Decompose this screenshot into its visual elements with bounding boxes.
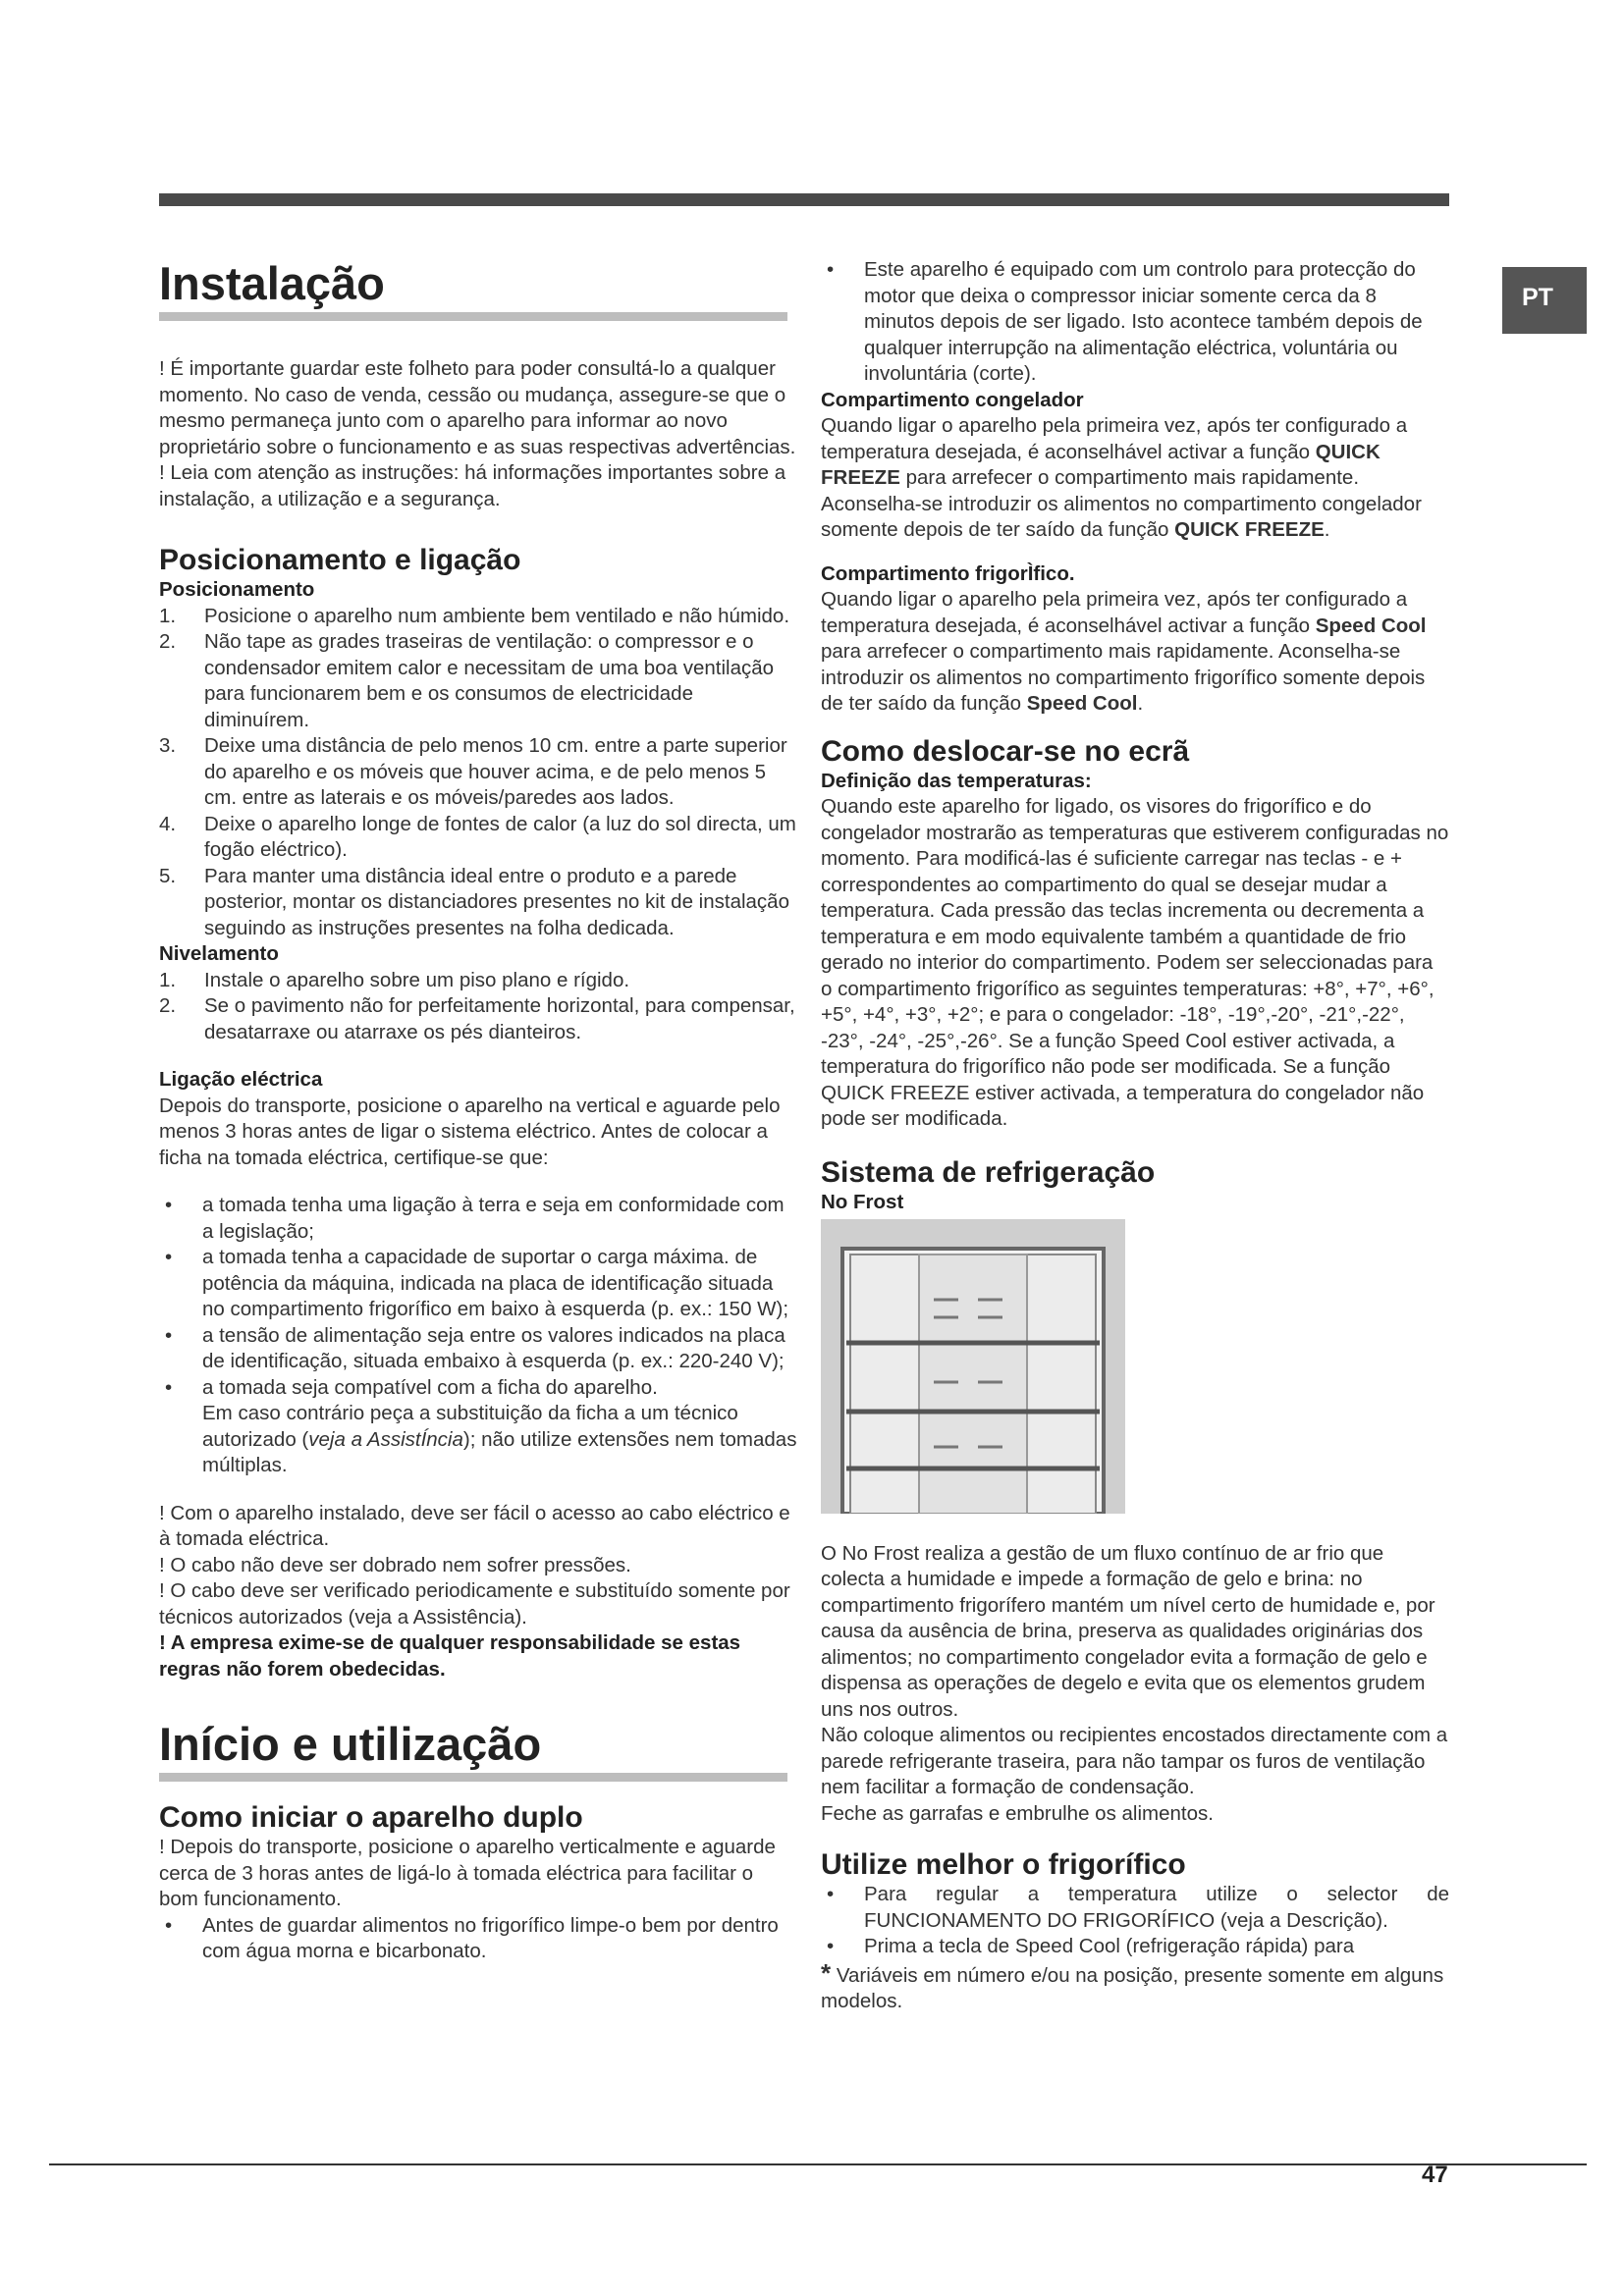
fridge-interior-illustration: [821, 1219, 1125, 1514]
heading-como-iniciar: Como iniciar o aparelho duplo: [159, 1801, 583, 1834]
list-item: • Prima a tecla de Speed Cool (refrigeração rápida) para: [827, 1935, 1355, 1957]
warning-2: ! O cabo não deve ser dobrado nem sofrer pressões.: [159, 1553, 631, 1576]
header-rule: [159, 193, 1449, 206]
subheading-definicao-temperaturas: Definição das temperaturas:: [821, 769, 1092, 792]
assistencia-reference: veja a AssistÍncia: [308, 1427, 463, 1451]
list-item: • a tomada seja compatível com a ficha do aparelho.: [165, 1375, 658, 1399]
ligacao-paragraph: Depois do transporte, posicione o aparelho na vertical e aguarde pelo menos 3 horas antes de ligar o sistema eléctrico. Antes de colocar a ficha na tomada eléctrica, certifique-se que:: [159, 1094, 781, 1169]
language-tab: PT: [1502, 267, 1587, 334]
air-channel: [919, 1255, 1027, 1514]
heading-posicionamento-ligacao: Posicionamento e ligação: [159, 544, 521, 576]
nofrost-paragraph-2: Não coloque alimentos ou recipientes encostados directamente com a parede refrigerante traseira, para não tampar os furos de ventilação nem facilitar a formação de condensação.: [821, 1724, 1448, 1798]
heading-sistema-refrigeracao: Sistema de refrigeração: [821, 1155, 1156, 1189]
ligacao-checklist: [159, 1193, 797, 1479]
posicionamento-list: [159, 604, 797, 942]
subheading-compartimento-frigorifico: Compartimento frigorÌfico.: [821, 561, 1075, 585]
warning-3: ! O cabo deve ser verificado periodicamente e substituído somente por técnicos autorizados (veja a Assistência).: [159, 1579, 790, 1629]
nivelamento-list: [159, 968, 797, 1046]
list-item: • Para regular a temperatura utilize o selector de FUNCIONAMENTO DO FRIGORÍFICO (veja a Descrição).: [827, 1883, 1449, 1932]
subheading-posicionamento: Posicionamento: [159, 578, 315, 601]
nofrost-paragraph-3: Feche as garrafas e embrulhe os alimentos.: [821, 1801, 1214, 1825]
warning-4: ! A empresa exime-se de qualquer responsabilidade se estas regras não forem obedecidas.: [159, 1631, 741, 1681]
list-item: • a tensão de alimentação seja entre os valores indicados na placa de identificação, situada embaixo à esquerda (p. ex.: 220-240 V);: [165, 1323, 785, 1372]
subheading-no-frost: No Frost: [821, 1190, 904, 1213]
subheading-nivelamento: Nivelamento: [159, 942, 279, 965]
list-item: 2. Não tape as grades traseiras de ventilação: o compressor e o condensador emitem calor e necessitam de uma boa ventilação para funcionarem bem e os consumos de electricidade diminuírem.: [159, 630, 775, 731]
heading-como-deslocar: Como deslocar-se no ecrã: [821, 734, 1190, 768]
heading-utilize-melhor: Utilize melhor o frigorífico: [821, 1848, 1186, 1881]
inicio-paragraph: ! Depois do transporte, posicione o aparelho verticalmente e aguarde cerca de 3 horas antes de ligá-lo à tomada eléctrica para facilitar o bom funcionamento.: [159, 1836, 776, 1910]
list-item: 1. Instale o aparelho sobre um piso plano e rígido.: [159, 968, 630, 991]
footnote: * Variáveis em número e/ou na posição, presente somente em alguns modelos.: [821, 1957, 1444, 2012]
definicao-paragraph: Quando este aparelho for ligado, os visores do frigorífico e do congelador mostrarão as temperaturas que estiverem configuradas no momento. Para modificá-las é suficiente carregar nas teclas - e + correspondentes ao compartimento do qual se desejar mudar a temperatura. Cada pressão das teclas incrementa ou decrementa a temperatura e em modo equivalente também a quantidade de frio gerado no interior do compartimento. Podem ser seleccionadas para o compartimento frigorífico as seguintes temperaturas: +8°, +7°, +6°, +5°, +4°, +3°, +2°; e para o congelador: -18°, -19°,-20°, -21°,-22°, -23°, -24°, -25°,-26°. Se a função Speed Cool estiver activada, a temperatura do frigorífico não pode ser modificada. Se a função QUICK FREEZE estiver activada, a temperatura do congelador não pode ser modificada.: [821, 795, 1449, 1130]
list-item: 5. Para manter uma distância ideal entre o produto e a parede posterior, montar os distanciadores presentes no kit de instalação seguindo as instruções presentes na folha dedicada.: [159, 864, 789, 939]
congelador-paragraph: Quando ligar o aparelho pela primeira vez, após ter configurado a temperatura desejada, é aconselhável activar a função QUICK FREEZE para arrefecer o compartimento mais rapidamente. Aconselha-se introduzir os alimentos no compartimento congelador somente depois de ter saído da função QUICK FREEZE.: [821, 414, 1422, 541]
list-item: 1. Posicione o aparelho num ambiente bem ventilado e não húmido.: [159, 604, 790, 627]
intro-paragraph-2: ! Leia com atenção as instruções: há informações importantes sobre a instalação, a utilização e a segurança.: [159, 461, 786, 510]
footer-rule: [49, 2163, 1587, 2165]
title-inicio-utilizacao: Início e utilização: [159, 1718, 787, 1782]
list-item: 4. Deixe o aparelho longe de fontes de calor (a luz do sol directa, um fogão eléctrico).: [159, 812, 796, 861]
warning-1: ! Com o aparelho instalado, deve ser fácil o acesso ao cabo eléctrico e à tomada eléctrica.: [159, 1501, 790, 1550]
left-column: [159, 257, 797, 1965]
page-number: 47: [1422, 2162, 1448, 2188]
intro-paragraph-1: ! É importante guardar este folheto para poder consultá-lo a qualquer momento. No caso de venda, cessão ou mudança, assegure-se que o mesmo permaneça junto com o aparelho para informar ao novo proprietário sobre o funcionamento e as suas respectivas advertências.: [159, 357, 796, 458]
title-instalacao: Instalação: [159, 257, 787, 321]
nofrost-paragraph-1: O No Frost realiza a gestão de um fluxo contínuo de ar frio que colecta a humidade e impede a formação de gelo e brina: no compartimento frigorífero mantém um nível certo de humidade e, por causa da ausência de brina, preserva as qualidades originárias dos alimentos; no compartimento congelador evita a formação de gelo e dispensa as operações de degelo e evita que os elementos grudem uns nos outros.: [821, 1541, 1435, 1721]
subheading-ligacao-electrica: Ligação eléctrica: [159, 1068, 323, 1091]
right-column: [821, 257, 1449, 2015]
list-item: 2. Se o pavimento não for perfeitamente horizontal, para compensar, desatarraxe ou atarraxe os pés dianteiros.: [159, 994, 795, 1043]
list-item-continuation: Em caso contrário peça a substituição da ficha a um técnico autorizado (veja a AssistÍncia); não utilize extensões nem tomadas múltiplas.: [202, 1402, 797, 1476]
list-item: • Antes de guardar alimentos no frigorífico limpe-o bem por dentro com água morna e bicarbonato.: [165, 1913, 779, 1962]
subheading-compartimento-congelador: Compartimento congelador: [821, 388, 1084, 411]
list-item: • a tomada tenha a capacidade de suportar o carga máxima. de potência da máquina, indicada na placa de identificação situada no compartimento frigorífico em baixo à esquerda (p. ex.: 150 W);: [165, 1246, 789, 1320]
list-item: • Este aparelho é equipado com um controlo para protecção do motor que deixa o compressor iniciar somente cerca da 8 minutos depois de ser ligado. Isto acontece também depois de qualquer interrupção na alimentação eléctrica, voluntária ou involuntária (corte).: [827, 258, 1423, 385]
frigorifico-paragraph: Quando ligar o aparelho pela primeira vez, após ter configurado a temperatura desejada, é aconselhável activar a função Speed Cool para arrefecer o compartimento mais rapidamente. Aconselha-se introduzir os alimentos no compartimento frigorífico somente depois de ter saído da função Speed Cool.: [821, 588, 1427, 715]
list-item: • a tomada tenha uma ligação à terra e seja em conformidade com a legislação;: [165, 1194, 785, 1243]
list-item: 3. Deixe uma distância de pelo menos 10 cm. entre a parte superior do aparelho e os móveis que houver acima, e de pelo menos 5 cm. entre as laterais e os móveis/paredes aos lados.: [159, 734, 787, 809]
